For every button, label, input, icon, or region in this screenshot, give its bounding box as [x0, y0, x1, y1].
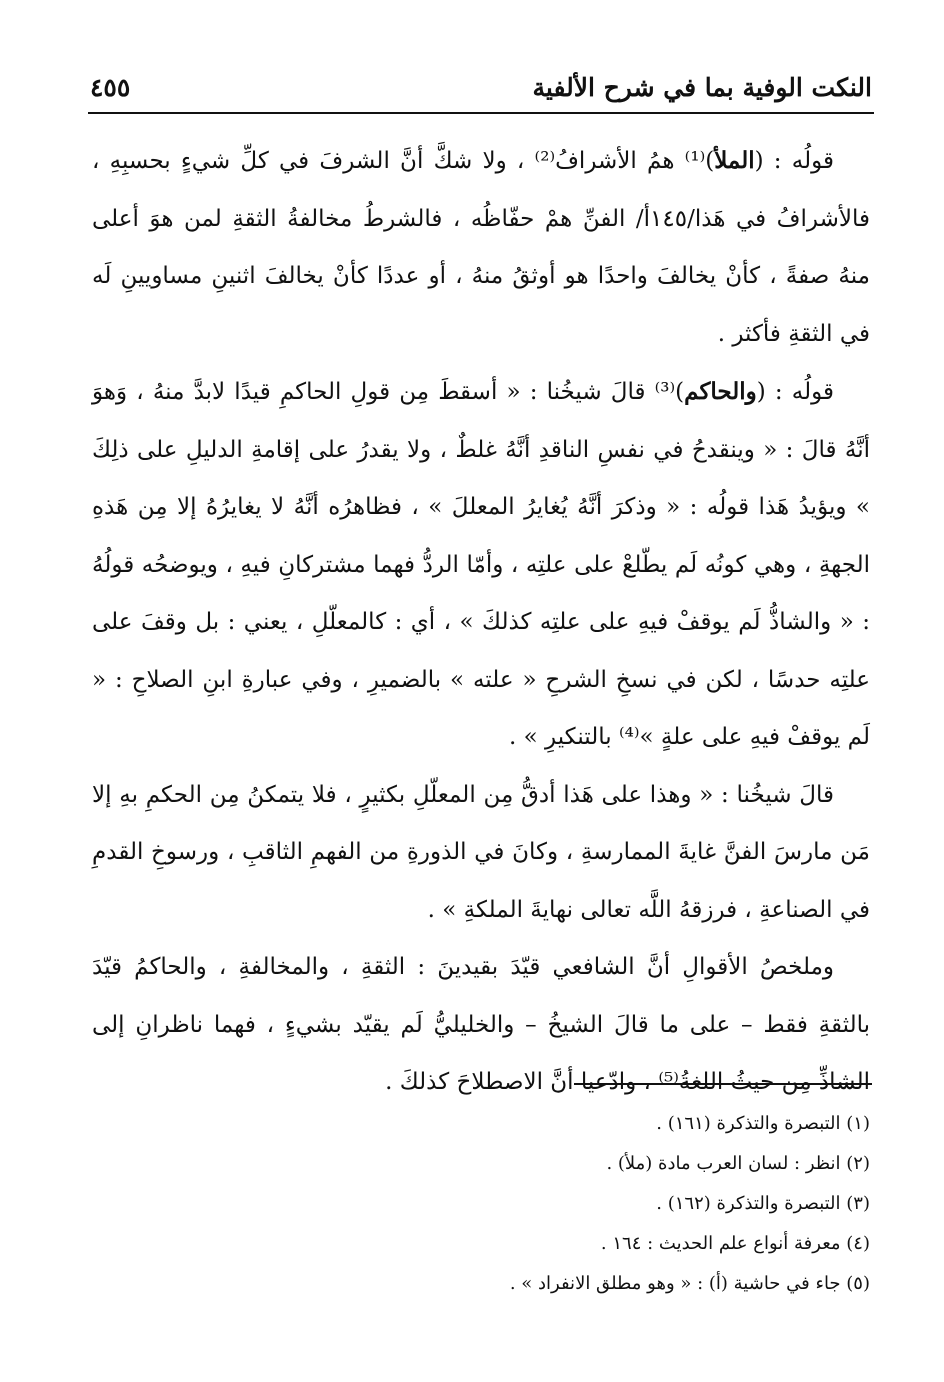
- commented-term: والحاكم: [684, 378, 757, 405]
- footnote-2: (٢) انظر : لسان العرب مادة (ملأ) .: [606, 1153, 870, 1174]
- paragraph-lead: قولُه : (: [754, 148, 834, 174]
- footnote-divider: [574, 1083, 872, 1085]
- footnote-5: (٥) جاء في حاشية (أ) : « وهو مطلق الانفراد » .: [509, 1273, 870, 1294]
- footnote-3: (٣) التبصرة والتذكرة (١٦٢) .: [656, 1193, 870, 1214]
- page-number: ٤٥٥: [90, 73, 131, 102]
- paragraph-body: )⁽¹⁾ همُ الأشرافُ⁽²⁾ ، ولا شكَّ أنَّ الشرفَ في كلِّ شيءٍ بحسبِهِ ، فالأشرافُ في هَذا/١٤٥أ/ الفنِّ همْ حفّاظُه ، فالشرطُ مخالفةُ الثقةِ لمن هوَ أعلى منهُ صفةً ، كأنْ يخالفَ واحدًا هو أوثقُ منهُ ، أو عددًا كأنْ يخالفَ اثنينِ مساويينِ لَه في الثقةِ فأكثر .: [92, 148, 870, 347]
- paragraph-body: وملخصُ الأقوالِ أنَّ الشافعي قيّدَ بقيدينَ : الثقةِ ، والمخالفةِ ، والحاكمُ قيّدَ بالثقةِ فقط – على ما قالَ الشيخُ – والخليليُّ لَم يقيّد بشيءٍ ، فهما ناظرانِ إلى الشاذِّ مِن حيثُ اللغةُ⁽⁵⁾ ، وادّعيا أنَّ الاصطلاحَ كذلكَ .: [92, 954, 870, 1095]
- paragraph-lead: قولُه : (: [756, 379, 834, 405]
- footnotes: [92, 1104, 870, 1304]
- footnote-1: (١) التبصرة والتذكرة (١٦١) .: [656, 1113, 870, 1134]
- main-text: [92, 132, 870, 1112]
- paragraph-2: [92, 363, 870, 767]
- header-divider: [88, 112, 874, 114]
- footnote-4: (٤) معرفة أنواع علم الحديث : ١٦٤ .: [600, 1233, 870, 1254]
- paragraph-body: قالَ شيخُنا : « وهذا على هَذا أدقُّ مِن المعلّلِ بكثيرٍ ، فلا يتمكنُ مِن الحكمِ بهِ إلا مَن مارسَ الفنَّ غايةَ الممارسةِ ، وكانَ في الذورةِ من الفهمِ الثاقبِ ، ورسوخِ القدمِ في الصناعةِ ، فرزقهُ اللَّه تعالى نهايةَ الملكةِ » .: [92, 781, 870, 923]
- paragraph-1: [92, 132, 870, 363]
- commented-term: الملأ: [714, 147, 755, 174]
- running-title: النكت الوفية بما في شرح الألفية: [532, 73, 872, 102]
- running-header: [90, 60, 872, 102]
- paragraph-4: [92, 939, 870, 1112]
- paragraph-body: )⁽³⁾ قالَ شيخُنا : « أسقطَ مِن قولِ الحاكمِ قيدًا لابدَّ منهُ ، وَهوَ أنَّهُ قالَ : « وينقدحُ في نفسِ الناقدِ أنَّهُ غلطٌ ، ولا يقدرُ على إقامةِ الدليلِ على ذلِكَ » ويؤيدُ هَذا قولُه : « وذكرَ أنَّهُ يُغايرُ المعللَ » ، فظاهرُه أنَّهُ لا يغايرُهُ إلا مِن هَذهِ الجهةِ ، وهي كونُه لَم يطّلعْ على علتِه ، وأمّا الردُّ فهما مشتركانِ فيهِ ، ويوضحُه قولُهُ : « والشاذُّ لَم يوقفْ فيهِ على علتِه كذلكَ » ، أي : كالمعلّلِ ، يعني : بل وقفَ على علتِه حدسًا ، لكن في نسخِ الشرحِ « علته » بالضميرِ ، وفي عبارةِ ابنِ الصلاحِ : « لَم يوقفْ فيهِ على علةٍ »⁽⁴⁾ بالتنكيرِ » .: [92, 379, 870, 750]
- paragraph-3: [92, 767, 870, 940]
